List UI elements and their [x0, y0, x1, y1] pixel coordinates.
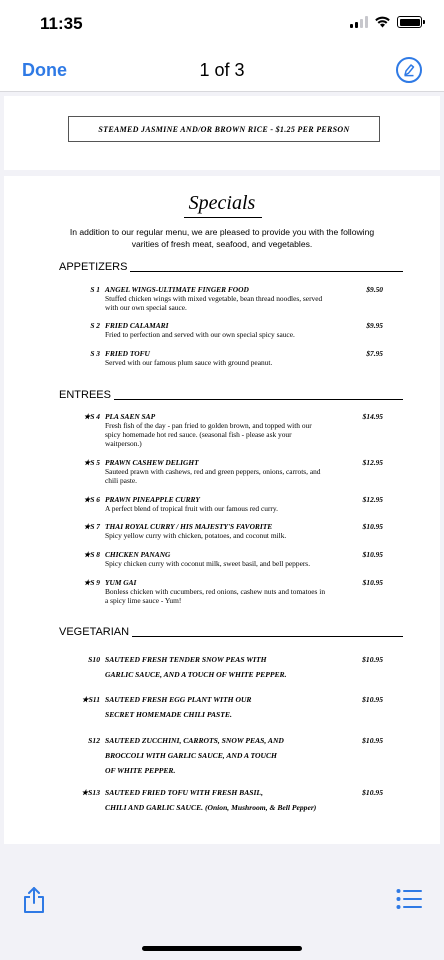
- item-code: ★S13: [81, 788, 100, 797]
- item-description: [105, 330, 350, 339]
- description-line: chili paste.: [105, 476, 138, 485]
- item-price: $10.95: [362, 695, 383, 704]
- item-price: $10.95: [362, 522, 383, 531]
- item-price: $14.95: [362, 412, 383, 421]
- section-label: APPETIZERS: [59, 261, 128, 273]
- description-line: Bonless chicken with cucumbers, red onions, cashew nuts and tomatoes in: [105, 587, 326, 596]
- section-entrees: [59, 389, 403, 401]
- item-name: PLA SAEN SAP: [105, 412, 156, 421]
- status-time: 11:35: [40, 14, 83, 33]
- item-code: S10: [88, 655, 100, 664]
- section-rule: [114, 399, 403, 400]
- item-name: [105, 733, 355, 778]
- name-line: SAUTEED FRIED TOFU WITH FRESH BASIL,: [105, 788, 263, 797]
- item-price: $10.95: [362, 788, 383, 797]
- item-description: [105, 587, 350, 605]
- item-description: [105, 358, 350, 367]
- item-code: ★S11: [81, 695, 100, 704]
- name-line: CHILI AND GARLIC SAUCE. (Onion, Mushroom, & Bell Pepper): [105, 803, 317, 812]
- item-name: ANGEL WINGS-ULTIMATE FINGER FOOD: [105, 285, 249, 294]
- bottom-toolbar: [0, 868, 444, 960]
- name-line: SECRET HOMEMADE CHILI PASTE.: [105, 710, 232, 719]
- section-label: VEGETARIAN: [59, 626, 130, 638]
- item-price: $12.95: [362, 458, 383, 467]
- description-line: a spicy lime sauce - Yum!: [105, 596, 182, 605]
- nav-bar: [0, 48, 444, 92]
- item-name: YUM GAI: [105, 578, 137, 587]
- item-price: $9.50: [366, 285, 383, 294]
- item-description: [105, 559, 350, 568]
- item-name: FRIED CALAMARI: [105, 321, 169, 330]
- name-line: BROCCOLI WITH GARLIC SAUCE, AND A TOUCH: [105, 751, 277, 760]
- item-description: [105, 467, 350, 485]
- item-name: FRIED TOFU: [105, 349, 150, 358]
- title-underline: [184, 217, 262, 218]
- item-name: THAI ROYAL CURRY / HIS MAJESTY'S FAVORITE: [105, 522, 273, 531]
- item-price: $7.95: [366, 349, 383, 358]
- section-appetizers: [59, 261, 403, 273]
- status-icons: [350, 16, 422, 28]
- cellular-signal-icon: [350, 16, 368, 28]
- item-price: $12.95: [362, 495, 383, 504]
- markup-pen-icon: [402, 63, 416, 77]
- page-counter: 1 of 3: [199, 60, 245, 80]
- item-name: PRAWN PINEAPPLE CURRY: [105, 495, 200, 504]
- description-line: Fresh fish of the day - pan fried to golden brown, and topped with our: [105, 421, 312, 430]
- share-button[interactable]: [22, 886, 46, 914]
- item-name: [105, 785, 355, 815]
- item-name: CHICKEN PANANG: [105, 550, 171, 559]
- home-indicator[interactable]: [142, 946, 302, 951]
- item-description: [105, 531, 350, 540]
- section-rule: [132, 636, 403, 637]
- item-description: [105, 294, 350, 312]
- item-code: ★S 4: [83, 412, 100, 421]
- description-line: Fried to perfection and served with our own special spicy sauce.: [105, 330, 295, 339]
- name-line: SAUTEED FRESH TENDER SNOW PEAS WITH: [105, 655, 267, 664]
- intro-text: [44, 226, 400, 250]
- battery-icon: [397, 16, 422, 28]
- item-code: S12: [88, 736, 100, 745]
- status-bar: [0, 0, 444, 48]
- name-line: OF WHITE PEPPER.: [105, 766, 176, 775]
- description-line: Sauteed prawn with cashews, red and green peppers, onions, carrots, and: [105, 467, 321, 476]
- item-price: $9.95: [366, 321, 383, 330]
- description-line: waitperson.): [105, 439, 142, 448]
- section-vegetarian: [59, 626, 403, 638]
- description-line: Served with our famous plum sauce with ground peanut.: [105, 358, 273, 367]
- item-code: S 2: [90, 321, 100, 330]
- list-icon: [396, 888, 422, 910]
- item-description: [105, 504, 350, 513]
- item-description: [105, 421, 350, 448]
- wifi-icon: [374, 16, 391, 28]
- item-code: ★S 8: [83, 550, 100, 559]
- description-line: Spicy chicken curry with coconut milk, sweet basil, and bell peppers.: [105, 559, 311, 568]
- rice-note: STEAMED JASMINE AND/OR BROWN RICE - $1.25 PER PERSON: [68, 116, 380, 142]
- description-line: A perfect blend of tropical fruit with our famous red curry.: [105, 504, 278, 513]
- markup-button[interactable]: [396, 57, 422, 83]
- item-code: ★S 7: [83, 522, 100, 531]
- share-icon: [22, 886, 46, 914]
- item-price: $10.95: [362, 550, 383, 559]
- description-line: with our own special sauce.: [105, 303, 187, 312]
- item-name: PRAWN CASHEW DELIGHT: [105, 458, 199, 467]
- section-rule: [130, 271, 403, 272]
- previous-page: [4, 96, 440, 170]
- intro-line: In addition to our regular menu, we are pleased to provide you with the following: [69, 227, 375, 237]
- item-price: $10.95: [362, 578, 383, 587]
- item-code: ★S 9: [83, 578, 100, 587]
- outline-list-button[interactable]: [396, 888, 422, 910]
- item-code: ★S 6: [83, 495, 100, 504]
- intro-line: varities of fresh meat, seafood, and vegetables.: [131, 239, 313, 249]
- section-label: ENTREES: [59, 389, 111, 401]
- item-code: ★S 5: [83, 458, 100, 467]
- item-code: S 3: [90, 349, 100, 358]
- specials-page: [4, 176, 440, 844]
- item-code: S 1: [90, 285, 100, 294]
- name-line: SAUTEED FRESH EGG PLANT WITH OUR: [105, 695, 252, 704]
- done-button[interactable]: Done: [22, 60, 67, 80]
- name-line: SAUTEED ZUCCHINI, CARROTS, SNOW PEAS, AND: [105, 736, 284, 745]
- description-line: spicy homemade hot red sauce. (seasonal fish - please ask your: [105, 430, 292, 439]
- name-line: GARLIC SAUCE, AND A TOUCH OF WHITE PEPPER.: [105, 670, 287, 679]
- page-title: Specials: [188, 192, 256, 214]
- item-price: $10.95: [362, 736, 383, 745]
- description-line: Spicy yellow curry with chicken, potatoes, and coconut milk.: [105, 531, 287, 540]
- description-line: Stuffed chicken wings with mixed vegetable, bean thread noodles, served: [105, 294, 323, 303]
- item-name: [105, 652, 355, 682]
- item-price: $10.95: [362, 655, 383, 664]
- item-name: [105, 692, 355, 722]
